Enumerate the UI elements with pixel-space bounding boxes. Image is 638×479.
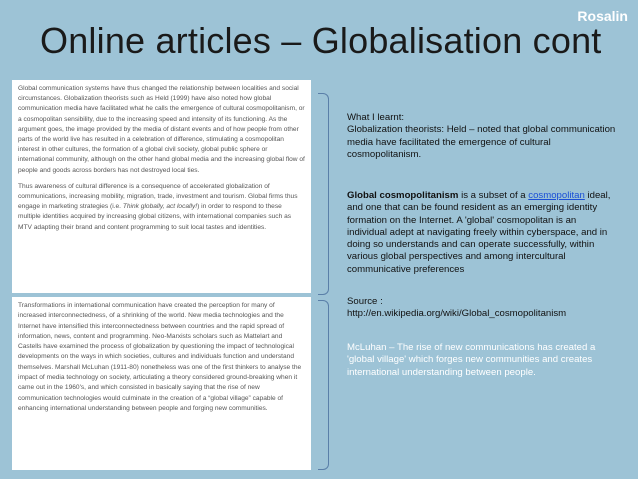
mcluhan-note: McLuhan – The rise of new communications has created a 'global village' which forges new communities and creates international understanding between people.: [347, 342, 596, 378]
excerpt-paragraph: Transformations in international communication have created the perception for many of increased interconnectedness, of a shrinking of the world. New media technologies and the Internet have intensified this interconnectedness between countries and the rapid spread of information, news, content and programming. Neo-Marxists scholars such as Mattelart and Castells have examined the process of globalization by questioning the impact of technological developments on the ways in which societies, cultures and individuals function and understand themselves. Marshall McLuhan (1911-80) nonetheless was one of the first thinkers to analyse the impact of media technology on society, articulating a theory considered ground-breaking when it came out in the 1960's, and which consisted in basically saying that the rise of new communication technologies would culminate in the creation of a “global village” capable of enhancing international understanding between people and forging new communities.: [18, 302, 302, 412]
source-url: http://en.wikipedia.org/wiki/Global_cosmopolitanism: [347, 308, 567, 320]
article-excerpt-bottom: [12, 297, 311, 470]
global-cosmopolitanism-definition: Global cosmopolitanism is a subset of a cosmopolitan ideal, and one that can be found resident as an emerging identity formation on the Internet. A 'global' cosmopolitan is an individual adept at navigating freely within cyberspace, and in doing so understands and can operate successfully, within various global perspectives and among intercultural communicative preferences: [347, 190, 611, 275]
source-citation: [347, 296, 617, 321]
notes-heading: What I learnt:: [347, 112, 405, 123]
source-label: Source :: [347, 296, 383, 307]
article-excerpt-top: [12, 80, 311, 293]
notes-what-i-learnt: [347, 112, 617, 161]
excerpt-paragraph: Global communication systems have thus changed the relationship between localities and social circumstances. Globalization theorists such as Held (1999) have also noted how global communication media have facilitated what he calls the emergence of cultural cosmopolitanism, or a cosmopolitan sensibility, due to the increasing speed and intensity of its functioning. As the argument goes, the image provided by the media of distant events and of how people from other parts of the world live has resulted in a celebration of difference, stimulating a cosmopolitan interest in other cultures, the formation of a global civil society, global public sphere or international community, although on the other hand global media and the increasing global flow of people and goods across borders has not destroyed local ties.: [18, 85, 305, 174]
cosmopolitan-link[interactable]: cosmopolitan: [528, 190, 585, 201]
bracket-bottom: [318, 300, 329, 470]
excerpt-paragraph: Thus awareness of cultural difference is a consequence of accelerated globalization of communications, increasing mobility, migration, trade, investment and tourism. Global firms thus engage in marketing strategies (i.e. Think globally, act locally!) in order to respond to these multiple identities acquired by increasing global citizens, with international companies such as MTV adapting their brand and content programming to suit local tastes and identities.: [18, 182, 298, 231]
gc-term: Global cosmopolitanism: [347, 190, 459, 201]
author-label: Rosalin: [577, 8, 628, 24]
slide-title: Online articles – Globalisation cont: [40, 20, 602, 61]
bracket-top: [318, 93, 329, 295]
notes-body: Globalization theorists: Held – noted that global communication media have facilitated the emergence of cultural cosmopolitanism.: [347, 124, 616, 160]
